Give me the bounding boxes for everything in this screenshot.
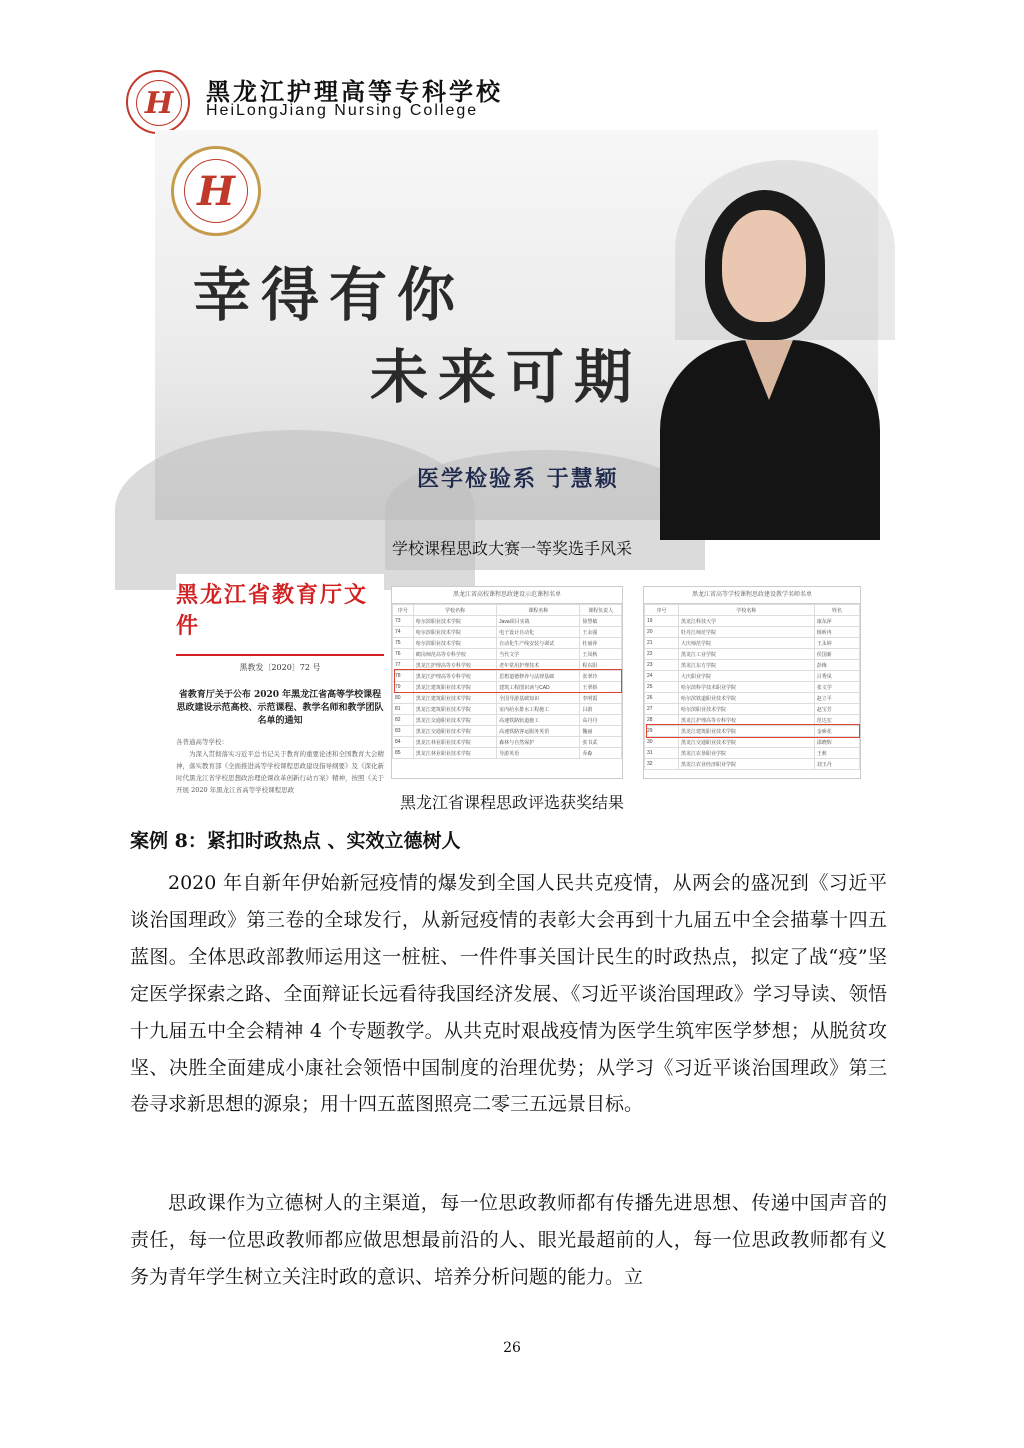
table-cell: 26 [645,693,679,704]
table-cell: 吕蔚 [580,704,622,715]
table-cell: 杜丽萍 [580,638,622,649]
paragraph-1: 2020 年自新年伊始新冠疫情的爆发到全国人民共克疫情，从两会的盛况到《习近平谈治国理政》第三卷的全球发行，从新冠疫情的表彰大会再到十九届五中全会描摹十四五蓝图。全体思政部教师运用这一桩桩、一件件事关国计民生的时政热点，拟定了战“疫”坚定医学探索之路、全面辩证长远看待我国经济发展、《习近平谈治国理政》学习导读、领悟十九届五中全会精神 4 个专题教学。从共克时艰战疫情为医学生筑牢医学梦想；从脱贫攻坚、决胜全面建成小康社会领悟中国制度的治理优势；从学习《习近平谈治国理政》第三卷寻求新思想的源泉；用十四五蓝图照亮二零三五远景目标。 [130,872,887,1116]
table-title: 黑龙江省高等学校课程思政建设教学名师名单 [644,587,860,604]
document-red-rule [176,654,384,656]
table-row [393,726,622,737]
table-cell: 老年常用护理技术 [497,660,580,671]
table-cell: 黑龙江建筑职业技术学院 [413,682,496,693]
table-cell: 黑龙江林业职业技术学院 [413,737,496,748]
table-cell: 31 [645,748,679,759]
table-header-cell: 课程负责人 [580,605,622,616]
table-header-cell: 序号 [393,605,414,616]
table-cell: 黑龙江东方学院 [678,660,814,671]
school-name-english: HeiLongJiang Nursing College [206,102,479,119]
table-cell: 84 [393,737,414,748]
award-winner-photo [155,130,878,520]
table-header-cell: 学校名称 [678,605,814,616]
table-row [645,671,860,682]
table-cell: 全国导游基础知识 [497,693,580,704]
table-cell: 黑龙江林业职业技术学院 [413,748,496,759]
table-cell: 哈尔滨铁道职业技术学院 [678,693,814,704]
slogan-line-1: 幸得有你 [193,261,466,329]
table-cell: 黑龙江交通职业技术学院 [413,726,496,737]
table-header-cell: 姓名 [814,605,859,616]
table-row [645,693,860,704]
table-header-cell: 序号 [645,605,679,616]
table-cell: 范达宏 [814,715,859,726]
table-cell: 黑龙江农业经济职业学院 [678,759,814,770]
table-cell: 森林与自然保护 [497,737,580,748]
table-row [645,759,860,770]
table-cell: 黑龙江交通职业技术学院 [678,737,814,748]
table-row [393,748,622,759]
table-cell: 高速铁路轨道施工 [497,715,580,726]
table-cell: 77 [393,660,414,671]
table-cell: 牡丹江师范学院 [678,627,814,638]
table-cell: 电子设计自动化 [497,627,580,638]
table-cell: 王凤秋 [580,649,622,660]
table-cell: 哈尔滨职业技术学院 [413,627,496,638]
table-cell: 黑龙江农垦职业学院 [678,748,814,759]
table-cell: 32 [645,759,679,770]
table-cell: 程东阳 [580,660,622,671]
table-cell: 导游英语 [497,748,580,759]
table-cell: 19 [645,616,679,627]
table-cell: 张翠玲 [580,671,622,682]
table-cell: 黑龙江建筑职业技术学院 [413,704,496,715]
document-number: 黑教发〔2020〕72 号 [239,663,321,672]
table-row [645,737,860,748]
table-cell: 康东萍 [814,616,859,627]
table-cell: 23 [645,660,679,671]
table-cell: 79 [393,682,414,693]
table-cell: 邵晓辉 [814,737,859,748]
table-row [645,748,860,759]
table-cell: 哈尔滨职业技术学院 [413,616,496,627]
table-cell: 徐慧敏 [580,616,622,627]
table-cell: 当代文学 [497,649,580,660]
table-cell: 黑龙江护理高等专科学校 [678,715,814,726]
demo-course-list-scan [391,586,623,779]
document-heading: 省教育厅关于公布 2020 年黑龙江省高等学校课程思政建设示范高校、示范课程、教学名师和教学团队名单的通知 [176,690,384,726]
table-cell: 85 [393,748,414,759]
photo-caption: 学校课程思政大赛一等奖选手风采 [391,539,632,558]
table-cell: 李明霞 [580,693,622,704]
table-cell: 76 [393,649,414,660]
table-cell: 20 [645,627,679,638]
table-cell: 王永婷 [814,638,859,649]
table-cell: 高速铁路客运服务英语 [497,726,580,737]
table-cell: 73 [393,616,414,627]
table-cell: 刘玉丹 [814,759,859,770]
table-cell: 鹤岗师范高等专科学校 [413,649,496,660]
table-cell: 83 [393,726,414,737]
table-cell: 75 [393,638,414,649]
table-header-cell: 学校名称 [413,605,496,616]
portrait-face [722,210,806,322]
table-cell: 王莉 [814,748,859,759]
table-cell: 黑龙江建筑职业技术学院 [413,693,496,704]
school-name-chinese: 黑龙江护理高等专科学校 [206,77,503,106]
document-title: 黑龙江省教育厅文件 [176,582,369,639]
table-cell: 黑龙江交通职业技术学院 [413,715,496,726]
table-cell: 黑龙江工业学院 [678,649,814,660]
table-cell: 27 [645,704,679,715]
table-cell: 哈尔滨科学技术职业学院 [678,682,814,693]
table-cell: 24 [645,671,679,682]
table-cell: 74 [393,627,414,638]
table-row [393,649,622,660]
table-cell: 赵立平 [814,693,859,704]
table-cell: 建筑工程图识读与CAD [497,682,580,693]
table-cell: 黑龙江科技大学 [678,616,814,627]
table-cell: 28 [645,715,679,726]
table-cell: 80 [393,693,414,704]
college-emblem-icon: H [126,70,190,134]
table-row [393,693,622,704]
famous-teacher-list-scan [643,586,861,779]
table-cell: 高丹丹 [580,715,622,726]
table-cell: 81 [393,704,414,715]
table-row [393,737,622,748]
table-cell: 乔森 [580,748,622,759]
paragraph-2: 思政课作为立德树人的主渠道，每一位思政教师都有传播先进思想、传递中国声音的责任，每一位思政教师都应做思想最前沿的人、眼光最超前的人，每一位思政教师都有义务为青年学生树立关注时政的意识、培养分析问题的能力。立 [130,1192,887,1288]
highlight-box [646,724,860,738]
table-row [393,715,622,726]
official-document-scan [176,574,384,794]
table-row [393,638,622,649]
table-row [645,616,860,627]
table-cell: 82 [393,715,414,726]
page-number: 26 [503,1340,521,1356]
table-cell: 22 [645,649,679,660]
table-header-cell: 课程名称 [497,605,580,616]
table-row [645,638,860,649]
table-row [393,616,622,627]
table-cell: 78 [393,671,414,682]
table-row [645,682,860,693]
highlight-box [394,669,622,693]
table-cell: 金咏花 [814,726,859,737]
case-heading: 案例 8：紧扣时政热点 、实效立德树人 [130,830,461,852]
table-row [393,704,622,715]
table-cell: 黑龙江建筑职业技术学院 [678,726,814,737]
table-cell: 彭梅 [814,660,859,671]
teacher-portrait [660,190,880,530]
table-cell: 魏丽 [580,726,622,737]
table-cell: 黑龙江护理高等专科学校 [413,660,496,671]
table-cell: 21 [645,638,679,649]
table-cell: 赵宝芳 [814,704,859,715]
table-cell: 25 [645,682,679,693]
table-row [393,627,622,638]
college-emblem-icon: H [171,146,261,236]
table-cell: 张书武 [580,737,622,748]
table-cell: 室内给水排水工程施工 [497,704,580,715]
table-cell: 王翠娇 [580,682,622,693]
table-cell: 大庆师范学院 [678,638,814,649]
table-row [645,627,860,638]
table-title: 黑龙江省高校课程思政建设示范课程名单 [392,587,622,604]
table-cell: Java项目实战 [497,616,580,627]
table-cell: 王永强 [580,627,622,638]
table-cell: 杨昕冉 [814,627,859,638]
slogan-line-2: 未来可期 [370,343,643,411]
table-cell: 黑龙江护理高等专科学校 [413,671,496,682]
table-cell: 哈尔滨职业技术学院 [413,638,496,649]
table-cell: 思想道德修养与法律基础 [497,671,580,682]
photo-byline: 医学检验系 于慧颖 [417,466,619,492]
documents-caption: 黑龙江省课程思政评选获奖结果 [399,793,624,812]
famous-teacher-table [644,604,860,770]
table-cell: 哈尔滨职业技术学院 [678,704,814,715]
table-cell: 30 [645,737,679,748]
table-cell: 张文学 [814,682,859,693]
document-salutation: 各普通高等学校： [176,738,228,746]
table-row [645,704,860,715]
table-cell: 大庆职业学院 [678,671,814,682]
table-row [645,660,860,671]
table-cell: 吕秀凤 [814,671,859,682]
table-cell: 自动化生产线安装与调试 [497,638,580,649]
document-body: 为深入贯彻落实习近平总书记关于教育的重要论述和全国教育大会精神，落实教育部《全面推进高等学校课程思政建设指导纲要》及《深化新时代黑龙江省学校思想政治理论课改革创新行动方案》精神，按照《关于开展 2020 年黑龙江省高等学校课程思政 [176,750,384,794]
table-cell: 侯国新 [814,649,859,660]
table-cell: 29 [645,726,679,737]
table-row [645,649,860,660]
